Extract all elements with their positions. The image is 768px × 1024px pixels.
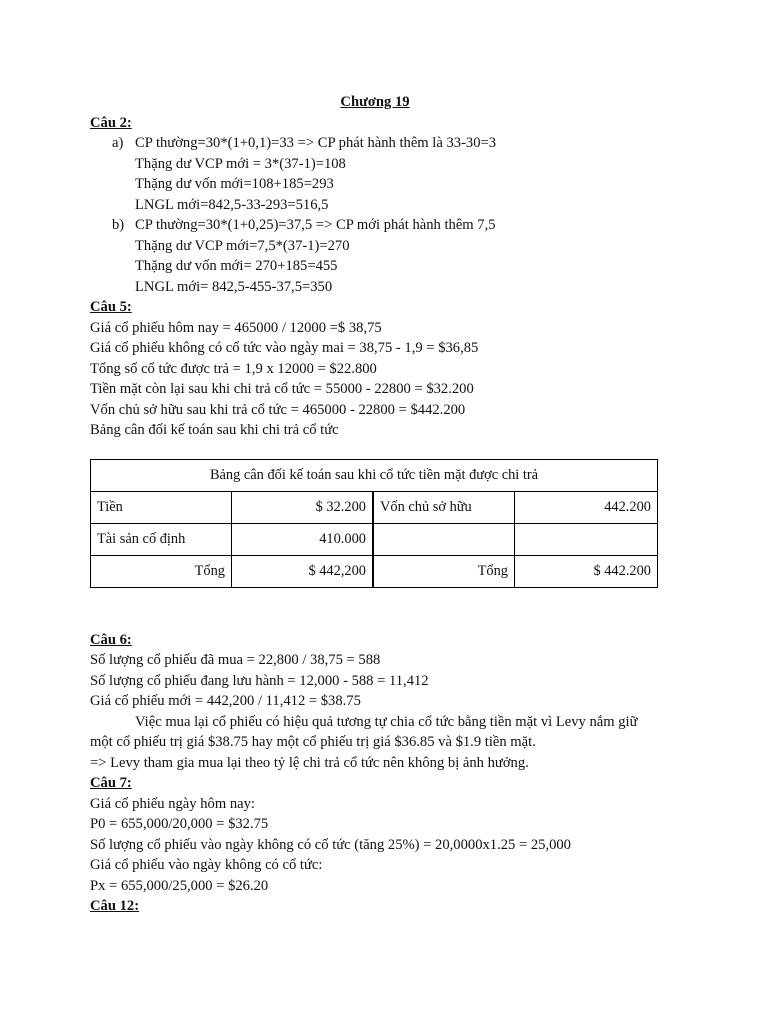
table-cell	[515, 523, 658, 555]
q5-line-2: Giá cổ phiếu không có cổ tức vào ngày mai = 38,75 - 1,9 = $36,85	[90, 340, 479, 356]
balance-sheet-table	[90, 459, 658, 588]
q5-line-5: Vốn chủ sở hữu sau khi trả cổ tức = 465000 - 22800 = $442.200	[90, 401, 466, 418]
q5-line-3: Tổng số cổ tức được trả = 1,9 x 12000 = $22.800	[90, 360, 377, 377]
q2-a-line-2: Thặng dư VCP mới = 3*(37-1)=108	[135, 155, 346, 172]
q2-b-line-4: LNGL mới= 842,5-455-37,5=350	[135, 278, 333, 295]
table-caption: Bảng cân đối kế toán sau khi cổ tức tiền mặt được chi trả	[91, 459, 658, 491]
table-cell: $ 442,200	[232, 555, 374, 587]
q2-heading: Câu 2:	[90, 114, 132, 131]
table-cell: 442.200	[515, 491, 658, 523]
table-cell: Tài sản cố định	[91, 523, 232, 555]
q7-line-5: Px = 655,000/25,000 = $26.20	[90, 877, 269, 894]
q2-a-line-1: a) CP thường=30*(1+0,1)=33 => CP phát hành thêm là 33-30=3	[90, 133, 660, 154]
table-cell: Tiền	[91, 491, 232, 523]
table-row	[91, 491, 658, 523]
q12-heading: Câu 12:	[90, 898, 140, 914]
q5-heading: Câu 5:	[90, 299, 132, 315]
q7-heading: Câu 7:	[90, 775, 132, 791]
table-cell: Tổng	[91, 555, 232, 587]
table-cell	[373, 523, 515, 555]
q2-a-line-3: Thặng dư vốn mới=108+185=293	[135, 176, 334, 192]
q6-conclusion: => Levy tham gia mua lại theo tỷ lệ chi trả cổ tức nên không bị ảnh hưởng.	[90, 754, 529, 771]
q2-b-line-1: b) CP thường=30*(1+0,25)=37,5 => CP mới phát hành thêm 7,5	[90, 215, 660, 236]
chapter-title: Chương 19	[340, 94, 410, 110]
q7-line-3: Số lượng cổ phiếu vào ngày không có cổ tức (tăng 25%) = 20,0000x1.25 = 25,000	[90, 836, 571, 853]
table-cell: $ 442.200	[515, 555, 658, 587]
q6-line-3: Giá cổ phiếu mới = 442,200 / 11,412 = $38.75	[90, 693, 361, 709]
q5-line-1: Giá cổ phiếu hôm nay = 465000 / 12000 =$ 38,75	[90, 319, 382, 336]
q6-paragraph-first: Việc mua lại cổ phiếu có hiệu quả tương tự chia cổ tức bằng tiền mặt vì Levy nắm giữ	[135, 713, 638, 730]
table-row	[91, 523, 658, 555]
table-caption-row	[91, 459, 658, 491]
q6-paragraph-second: một cổ phiếu trị giá $38.75 hay một cổ phiếu trị giá $36.85 và $1.9 tiền mặt.	[90, 734, 536, 750]
q6-heading: Câu 6:	[90, 631, 132, 648]
q5-line-4: Tiền mặt còn lại sau khi chi trả cổ tức = 55000 - 22800 = $32.200	[90, 381, 474, 397]
table-cell: $ 32.200	[232, 491, 374, 523]
table-cell: 410.000	[232, 523, 374, 555]
q7-line-2: P0 = 655,000/20,000 = $32.75	[90, 816, 269, 832]
q5-line-6: Bảng cân đối kế toán sau khi chi trả cổ tức	[90, 422, 339, 438]
q2-b-line-3: Thặng dư vốn mới= 270+185=455	[135, 258, 338, 274]
q6-line-2: Số lượng cổ phiếu đang lưu hành = 12,000 - 588 = 11,412	[90, 672, 429, 689]
table-cell: Vốn chủ sở hữu	[373, 491, 515, 523]
q2-b-line-2: Thặng dư VCP mới=7,5*(37-1)=270	[135, 237, 350, 254]
q7-line-4: Giá cổ phiếu vào ngày không có cổ tức:	[90, 857, 323, 873]
q2-b-marker: b)	[112, 217, 125, 233]
q6-line-1: Số lượng cổ phiếu đã mua = 22,800 / 38,75 = 588	[90, 652, 381, 668]
q2-a-marker: a)	[112, 135, 124, 151]
q7-line-1: Giá cổ phiếu ngày hôm nay:	[90, 795, 255, 812]
table-cell: Tổng	[373, 555, 515, 587]
table-total-row	[91, 555, 658, 587]
spacer	[90, 588, 660, 630]
document-page	[90, 92, 660, 917]
q2-a-line-4: LNGL mới=842,5-33-293=516,5	[135, 196, 329, 213]
